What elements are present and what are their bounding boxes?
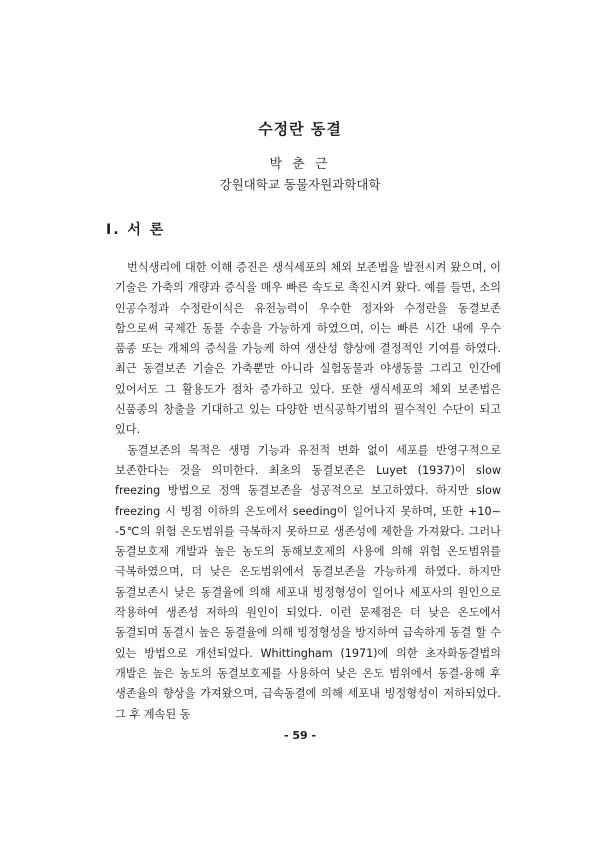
body-paragraph: 동결보존의 목적은 생명 기능과 유전적 변화 없이 세포를 반영구적으로 보존한다는 것을 의미한다. 최초의 동결보존은 Luyet (1937)이 slow freezing 방법으로 정액 동결보존을 성공적으로 보고하였다. 하지만 slow freezing 시 빙점 이하의 온도에서 seeding이 일어나지 못하며, 또한 +10∼ -5℃의 위험 온도범위를 극복하지 못하므로 생존성에 제한을 가져왔다. 그러나 동결보호제 개발과 높은 농도의 동해보호제의 사용에 의해 위험 온도범위를 극복하였으며, 더 낮은 온도범위에서 동결보존을 가능하게 하였다. 하지만 동결보존시 낮은 동결율에 의해 세포내 빙정형성이 일어나 세포사의 원인으로 작용하여 생존성 저하의 원인이 되었다. 이런 문제점은 더 낮은 온도에서 동결되며 동결시 높은 동결율에 의해 빙정형성을 방지하여 급속하게 동결 할 수 있는 방법으로 개선되었다. Whittingham (1971)에 의한 초자화동결법의 개발은 높은 농도의 동결보호제를 사용하여 낮은 온도 범위에서 동결-융해 후 생존율의 향상을 가져왔으며, 급속동결에 의해 세포내 빙정형성이 저하되었다. 그 후 계속된 동: [115, 443, 501, 721]
body-paragraph: 번식생리에 대한 이해 증진은 생식세포의 체외 보존법을 발전시켜 왔으며, 이 기술은 가축의 개량과 증식을 매우 빠른 속도로 촉진시켜 왔다. 예를 들면, 소의 인공수정과 수정란이식은 유전능력이 우수한 정자와 수정란을 동결보존 함으로써 국제간 동물 수송을 가능하게 하였으며, 이는 빠른 시간 내에 우수 품종 또는 개체의 증식을 가능케 하여 생산성 향상에 결정적인 기여를 하였다. 최근 동결보존 기술은 가축뿐만 아니라 실험동물과 야생동물 그리고 인간에 있어서도 그 활용도가 점차 증가하고 있다. 또한 생식세포의 체외 보존법은 신품종의 창출을 기대하고 있는 다양한 번식공학기법의 필수적인 수단이 되고 있다.: [115, 261, 501, 437]
author-affiliation: 강원대학교 동물자원과학대학: [219, 177, 381, 192]
page-number: - 59 -: [283, 729, 317, 742]
section-heading-introduction: Ⅰ. 서 론: [106, 222, 166, 238]
section-body: [115, 258, 501, 725]
author-name: 박 춘 근: [269, 157, 331, 172]
paper-title: 수정란 동결: [258, 120, 342, 138]
